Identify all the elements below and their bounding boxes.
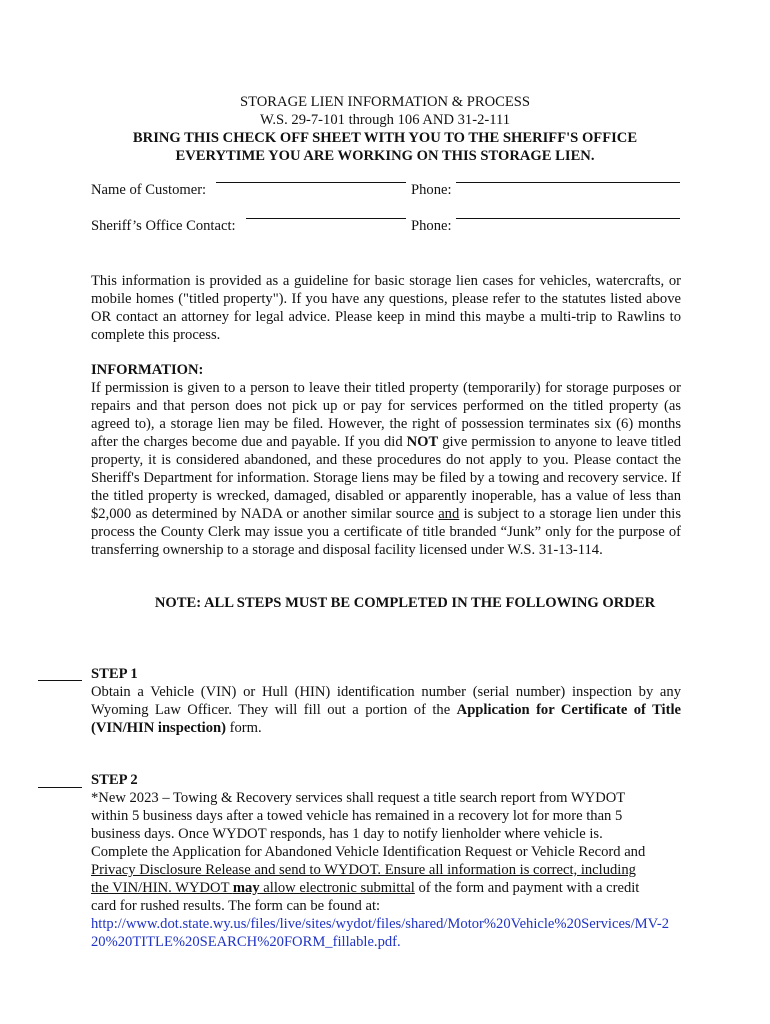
information-section bbox=[91, 361, 681, 559]
intro-text: This information is provided as a guideline for basic storage lien cases for vehicles, watercrafts, or mobile homes ("titled property"). If you have any questions, please refer to the statutes listed above OR contact an attorney for legal advice. Please keep in mind this maybe a multi-trip to Rawlins to complete this process. bbox=[91, 273, 681, 343]
step1-checkbox-line[interactable] bbox=[38, 680, 82, 681]
step2-section bbox=[91, 771, 681, 951]
step2-checkbox-line[interactable] bbox=[38, 787, 82, 788]
contact-row bbox=[91, 218, 691, 238]
statute-reference: W.S. 29-7-101 through 106 AND 31-2-111 bbox=[259, 112, 511, 128]
step2-line-7: card for rushed results. The form can be found at: bbox=[91, 898, 381, 914]
customer-field[interactable] bbox=[216, 182, 406, 183]
step1-section bbox=[91, 665, 681, 737]
phone-label: Phone: bbox=[411, 182, 452, 198]
information-text: If permission is given to a person to leave their titled property (temporarily) for storage purposes or repairs and that person does not pick up or pay for services performed on the titled property (as agreed to), a storage lien may be filed. However, the right of possession terminates six (6) months after the charges become due and payable. If you did NOT give permission to anyone to leave titled property, it is considered abandoned, and these procedures do not apply to you. Please contact the Sheriff's Department for information. Storage liens may be filed by a towing and recovery service. If the titled property is wrecked, damaged, disabled or apparently inoperable, has a value of less than $2,000 as determined by NADA or another similar source and is subject to a storage lien under this process the County Clerk may issue you a certificate of title branded “Junk” only for the purpose of transferring ownership to a storage and disposal facility licensed under W.S. 31-13-114. bbox=[91, 380, 681, 558]
step2-line-3: business days. Once WYDOT responds, has 1 day to notify lienholder where vehicle is. bbox=[91, 826, 603, 842]
intro-paragraph bbox=[91, 272, 681, 344]
instruction-line-2: EVERYTIME YOU ARE WORKING ON THIS STORAGE LIEN. bbox=[175, 148, 595, 164]
step2-line-6: the VIN/HIN. WYDOT may allow electronic submittal of the form and payment with a credit bbox=[91, 880, 640, 896]
contact-phone-field[interactable] bbox=[456, 218, 680, 219]
customer-label: Name of Customer: bbox=[91, 182, 207, 198]
document-title: STORAGE LIEN INFORMATION & PROCESS bbox=[239, 94, 530, 110]
step1-text: Obtain a Vehicle (VIN) or Hull (HIN) identification number (serial number) inspection by any Wyoming Law Officer. They will fill out a portion of the Application for Certificate of Title (VIN/HIN inspection) form. bbox=[91, 684, 681, 736]
steps-note: NOTE: ALL STEPS MUST BE COMPLETED IN THE FOLLOWING ORDER bbox=[154, 595, 656, 611]
step2-line-5: Privacy Disclosure Release and send to WYDOT. Ensure all information is correct, including bbox=[91, 862, 636, 878]
step2-line-2: within 5 business days after a towed vehicle has remained in a recovery lot for more than 5 bbox=[91, 808, 623, 824]
contact-phone-label: Phone: bbox=[411, 218, 452, 234]
form-link[interactable]: http://www.dot.state.wy.us/files/live/sites/wydot/files/shared/Motor%20Vehicle%20Services/MV-220%20TITLE%20SEARCH%20FORM_fillable.pdf. bbox=[91, 916, 669, 950]
customer-row bbox=[91, 182, 691, 202]
phone-field[interactable] bbox=[456, 182, 680, 183]
information-heading: INFORMATION: bbox=[91, 362, 204, 378]
instruction-line-1: BRING THIS CHECK OFF SHEET WITH YOU TO THE SHERIFF'S OFFICE bbox=[132, 130, 638, 146]
step1-heading: STEP 1 bbox=[91, 666, 138, 682]
step2-line-1: *New 2023 – Towing & Recovery services shall request a title search report from WYDOT bbox=[91, 790, 626, 806]
step2-heading: STEP 2 bbox=[91, 772, 138, 788]
contact-field[interactable] bbox=[246, 218, 406, 219]
contact-label: Sheriff’s Office Contact: bbox=[91, 218, 236, 234]
step2-line-4: Complete the Application for Abandoned Vehicle Identification Request or Vehicle Record and bbox=[91, 844, 646, 860]
